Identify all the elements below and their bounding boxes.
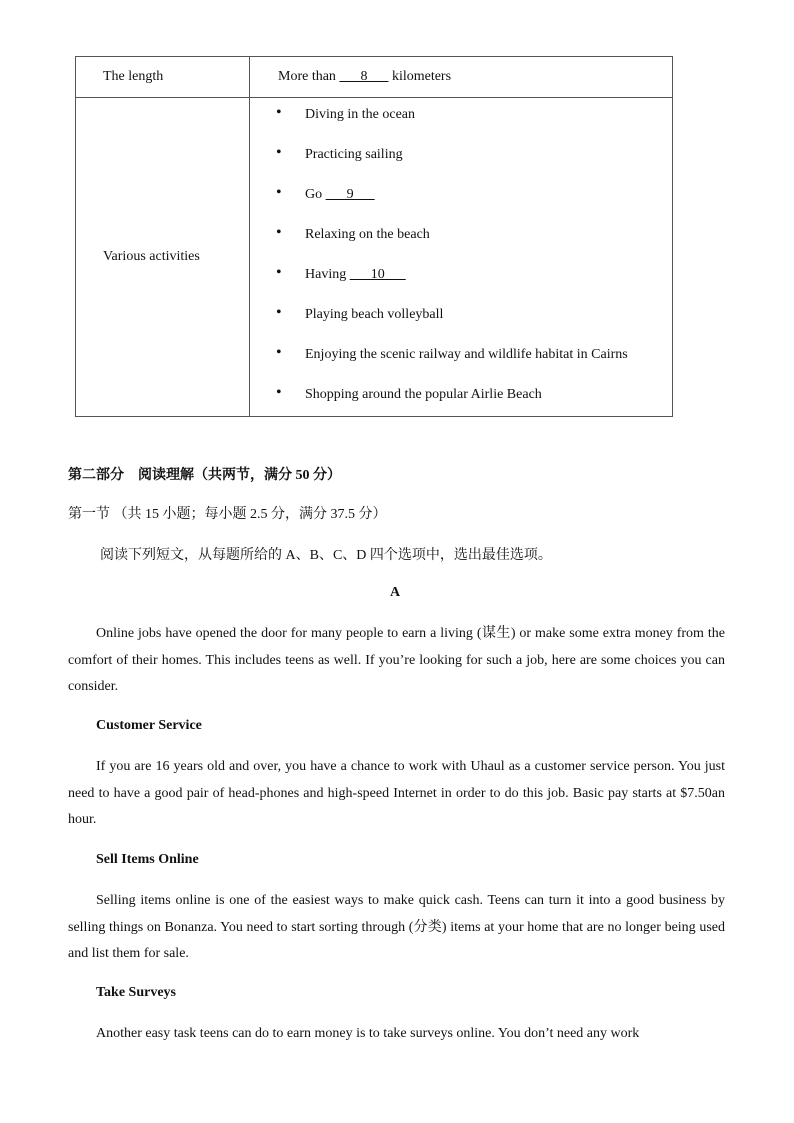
list-item: [250, 215, 672, 255]
activity-text: Having: [305, 267, 350, 282]
heading-customer-service: Customer Service: [96, 718, 202, 733]
activities-row: [76, 98, 673, 417]
activity-text: Relaxing on the beach: [305, 227, 430, 242]
activity-text: Go: [305, 187, 326, 202]
intro-paragraph: Online jobs have opened the door for many people to earn a living (谋生) or make some extra money from the comfort of their homes. This includes teens as well. If you’re looking for such a job, here are some choices you can consider.: [68, 626, 725, 694]
sell-items-paragraph: Selling items online is one of the easiest ways to make quick cash. Teens can turn it into a good business by selling things on Bonanza. You need to start sorting through (分类) items at your home that are no longer being used and list them for sale.: [68, 893, 725, 961]
list-item: [250, 135, 672, 175]
length-blank: 8: [339, 69, 389, 84]
list-item: [250, 255, 672, 295]
length-value: [250, 57, 673, 98]
list-item: [250, 295, 672, 335]
passage-letter: A: [390, 585, 401, 600]
length-suffix: kilometers: [388, 69, 452, 84]
part-title: 第二部分 阅读理解（共两节，满分 50 分）: [68, 468, 341, 483]
instruction: 阅读下列短文，从每题所给的 A、B、C、D 四个选项中，选出最佳选项。: [100, 548, 552, 563]
list-item: [250, 95, 672, 135]
activity-text: Playing beach volleyball: [305, 307, 444, 322]
take-surveys-paragraph: Another easy task teens can do to earn money is to take surveys online. You don’t need any work: [96, 1026, 640, 1041]
list-item: [250, 335, 672, 375]
activity-text: Practicing sailing: [305, 147, 403, 162]
length-row: [76, 57, 673, 98]
heading-take-surveys: Take Surveys: [96, 985, 177, 1000]
list-item: [250, 175, 672, 215]
activity-text: Enjoying the scenic railway and wildlife habitat in Cairns: [305, 347, 628, 362]
answer-blank: 9: [325, 187, 375, 202]
heading-sell-items: Sell Items Online: [96, 852, 199, 867]
section-title: 第一节 （共 15 小题；每小题 2.5 分，满分 37.5 分）: [68, 507, 387, 522]
activities-list: [250, 95, 672, 415]
activity-text: Shopping around the popular Airlie Beach: [305, 387, 542, 402]
customer-service-paragraph: If you are 16 years old and over, you have a chance to work with Uhaul as a customer service person. You just need to have a good pair of head-phones and high-speed Internet in order to do this job. Basic pay starts at $7.50an hour.: [68, 759, 725, 827]
activities-cell: [250, 98, 673, 417]
activity-text: Diving in the ocean: [305, 107, 416, 122]
length-label: The length: [76, 57, 250, 98]
answer-blank: 10: [349, 267, 406, 282]
activities-label: Various activities: [76, 98, 250, 417]
length-prefix: More than: [278, 69, 340, 84]
list-item: [250, 375, 672, 415]
info-table: [75, 56, 673, 417]
